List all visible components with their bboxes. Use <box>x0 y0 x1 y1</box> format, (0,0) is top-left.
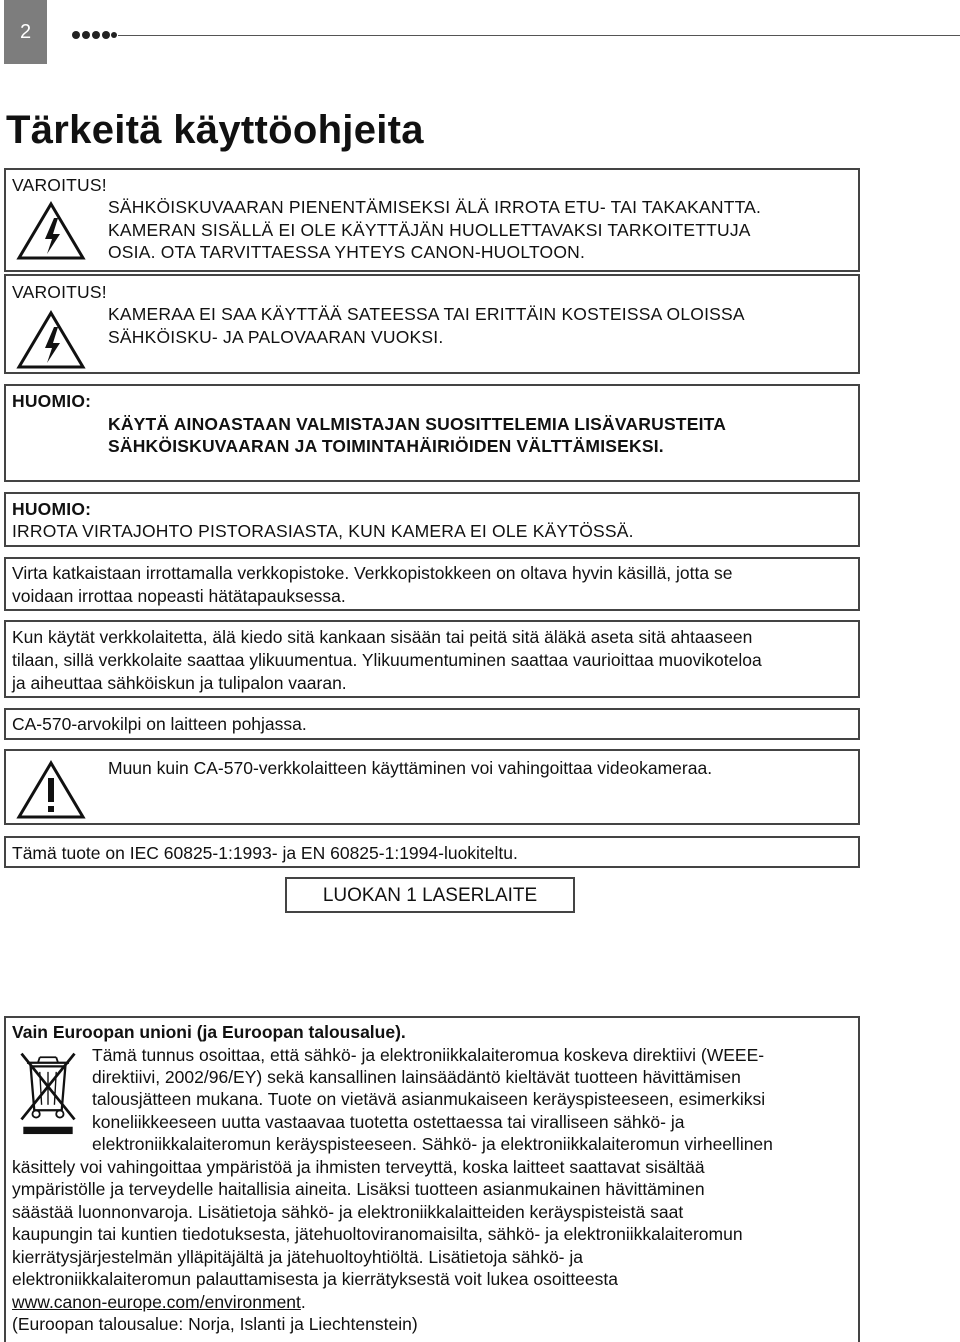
plug-note-box <box>4 557 860 611</box>
eu-footer: (Euroopan talousalue: Norja, Islanti ja Liechtenstein) <box>12 1314 418 1334</box>
warning-box-2 <box>4 274 860 374</box>
laser-label-box <box>285 877 575 913</box>
adapter-warning-text: Muun kuin CA-570-verkkolaitteen käyttäminen voi vahingoittaa videokameraa. <box>108 758 713 778</box>
caution-box-1 <box>4 384 860 482</box>
page-number: 2 <box>4 0 47 64</box>
caution-text: IRROTA VIRTAJOHTO PISTORASIASTA, KUN KAMERA EI OLE KÄYTÖSSÄ. <box>12 521 634 541</box>
adapter-note-line-2: tilaan, sillä verkkolaite saattaa ylikuumentua. Ylikuumentuminen saattaa vaurioittaa muovikoteloa <box>12 650 762 670</box>
eu-line-6: elektroniikkalaiteromun palauttamisesta ja kierrätyksestä voit lukea osoitteesta <box>12 1269 618 1289</box>
warning-label: VAROITUS! <box>12 175 107 195</box>
header-dots <box>72 28 118 42</box>
warning-line-1: KAMERAA EI SAA KÄYTTÄÄ SATEESSA TAI ERITTÄIN KOSTEISSA OLOISSA <box>108 304 745 324</box>
plug-note-line-2: voidaan irrottaa nopeasti hätätapauksessa. <box>12 586 346 606</box>
warning-label: VAROITUS! <box>12 282 107 302</box>
exclamation-warning-icon <box>16 759 86 821</box>
weee-crossed-bin-icon <box>16 1046 80 1138</box>
adapter-note-box <box>4 620 860 698</box>
eu-line-2: ympäristölle ja terveydelle haitallisia aineita. Lisäksi tuotteen asianmukainen hävittäminen <box>12 1179 705 1199</box>
link-suffix: . <box>300 1292 306 1312</box>
warning-box-1 <box>4 168 860 272</box>
iec-note: Tämä tuote on IEC 60825-1:1993- ja EN 60825-1:1994-luokiteltu. <box>12 843 518 863</box>
electric-shock-warning-icon <box>16 200 86 262</box>
environment-link[interactable]: www.canon-europe.com/environment <box>12 1292 301 1312</box>
caution-line-1: KÄYTÄ AINOASTAAN VALMISTAJAN SUOSITTELEMIA LISÄVARUSTEITA <box>108 414 727 434</box>
caution-line-2: SÄHKÖISKUVAARAN JA TOIMINTAHÄIRIÖIDEN VÄLTTÄMISEKSI. <box>108 436 664 456</box>
eu-indented-line-3: talousjätteen mukana. Tuote on vietävä asianmukaiseen keräyspisteeseen, esimerkiksi <box>92 1089 766 1109</box>
adapter-note-line-1: Kun käytät verkkolaitetta, älä kiedo sitä kankaan sisään tai peitä sitä äläkä aseta sitä ahtaaseen <box>12 627 753 647</box>
page-title: Tärkeitä käyttöohjeita <box>6 108 424 152</box>
warning-line-2: KAMERAN SISÄLLÄ EI OLE KÄYTTÄJÄN HUOLLETTAVAKSI TARKOITETTUJA <box>108 220 751 240</box>
eu-indented-line-4: koneliikkeeseen uutta vastaavaa tuotetta ostettaessa tai viralliseen sähkö- ja <box>92 1112 685 1132</box>
warning-line-2: SÄHKÖISKU- JA PALOVAARAN VUOKSI. <box>108 327 444 347</box>
warning-line-1: SÄHKÖISKUVAARAN PIENENTÄMISEKSI ÄLÄ IRROTA ETU- TAI TAKAKANTTA. <box>108 197 762 217</box>
plug-note-line-1: Virta katkaistaan irrottamalla verkkopistoke. Verkkopistokkeen on oltava hyvin käsillä, jotta se <box>12 563 733 583</box>
eu-line-4: kaupungin tai kuntien tiedotuksesta, jätehuoltoviranomaisilta, sähkö- ja elektroniikkalaiteromun <box>12 1224 743 1244</box>
caution-label: HUOMIO: <box>12 499 92 519</box>
adapter-note-line-3: ja aiheuttaa sähköiskun ja tulipalon vaaran. <box>12 673 347 693</box>
rating-note-box <box>4 708 860 740</box>
eu-indented-line-2: direktiivi, 2002/96/EY) sekä kansallinen lainsäädäntö kieltävät tuotteen hävittämisen <box>92 1067 741 1087</box>
header-rule <box>118 35 960 36</box>
caution-label: HUOMIO: <box>12 391 92 411</box>
warning-line-3: OSIA. OTA TARVITTAESSA YHTEYS CANON-HUOLTOON. <box>108 242 586 262</box>
eu-weee-box <box>4 1016 860 1342</box>
eu-line-5: kierrätysjärjestelmän ylläpitäjältä ja jätehuoltoyhtiöltä. Lisätietoja sähkö- ja <box>12 1247 583 1267</box>
eu-indented-line-1: Tämä tunnus osoittaa, että sähkö- ja elektroniikkalaiteromua koskeva direktiivi (WEEE- <box>92 1045 765 1065</box>
eu-line-3: säästää luonnonvaroja. Lisätietoja sähkö- ja elektroniikkalaitteiden keräyspisteistä saat <box>12 1202 684 1222</box>
iec-note-box <box>4 836 860 868</box>
adapter-warning-box <box>4 749 860 825</box>
eu-heading: Vain Euroopan unioni (ja Euroopan talousalue). <box>12 1022 406 1042</box>
rating-note: CA-570-arvokilpi on laitteen pohjassa. <box>12 714 307 734</box>
laser-label: LUOKAN 1 LASERLAITE <box>322 885 538 906</box>
eu-link-line <box>12 1291 306 1314</box>
eu-line-1: käsittely voi vahingoittaa ympäristöä ja ihmisten terveyttä, koska laitteet saattavat sisältää <box>12 1157 705 1177</box>
eu-indented-line-5: elektroniikkalaiteromun keräyspisteeseen. Sähkö- ja elektroniikkalaiteromun virheellinen <box>92 1134 773 1154</box>
caution-box-2 <box>4 492 860 547</box>
electric-shock-warning-icon <box>16 309 86 371</box>
